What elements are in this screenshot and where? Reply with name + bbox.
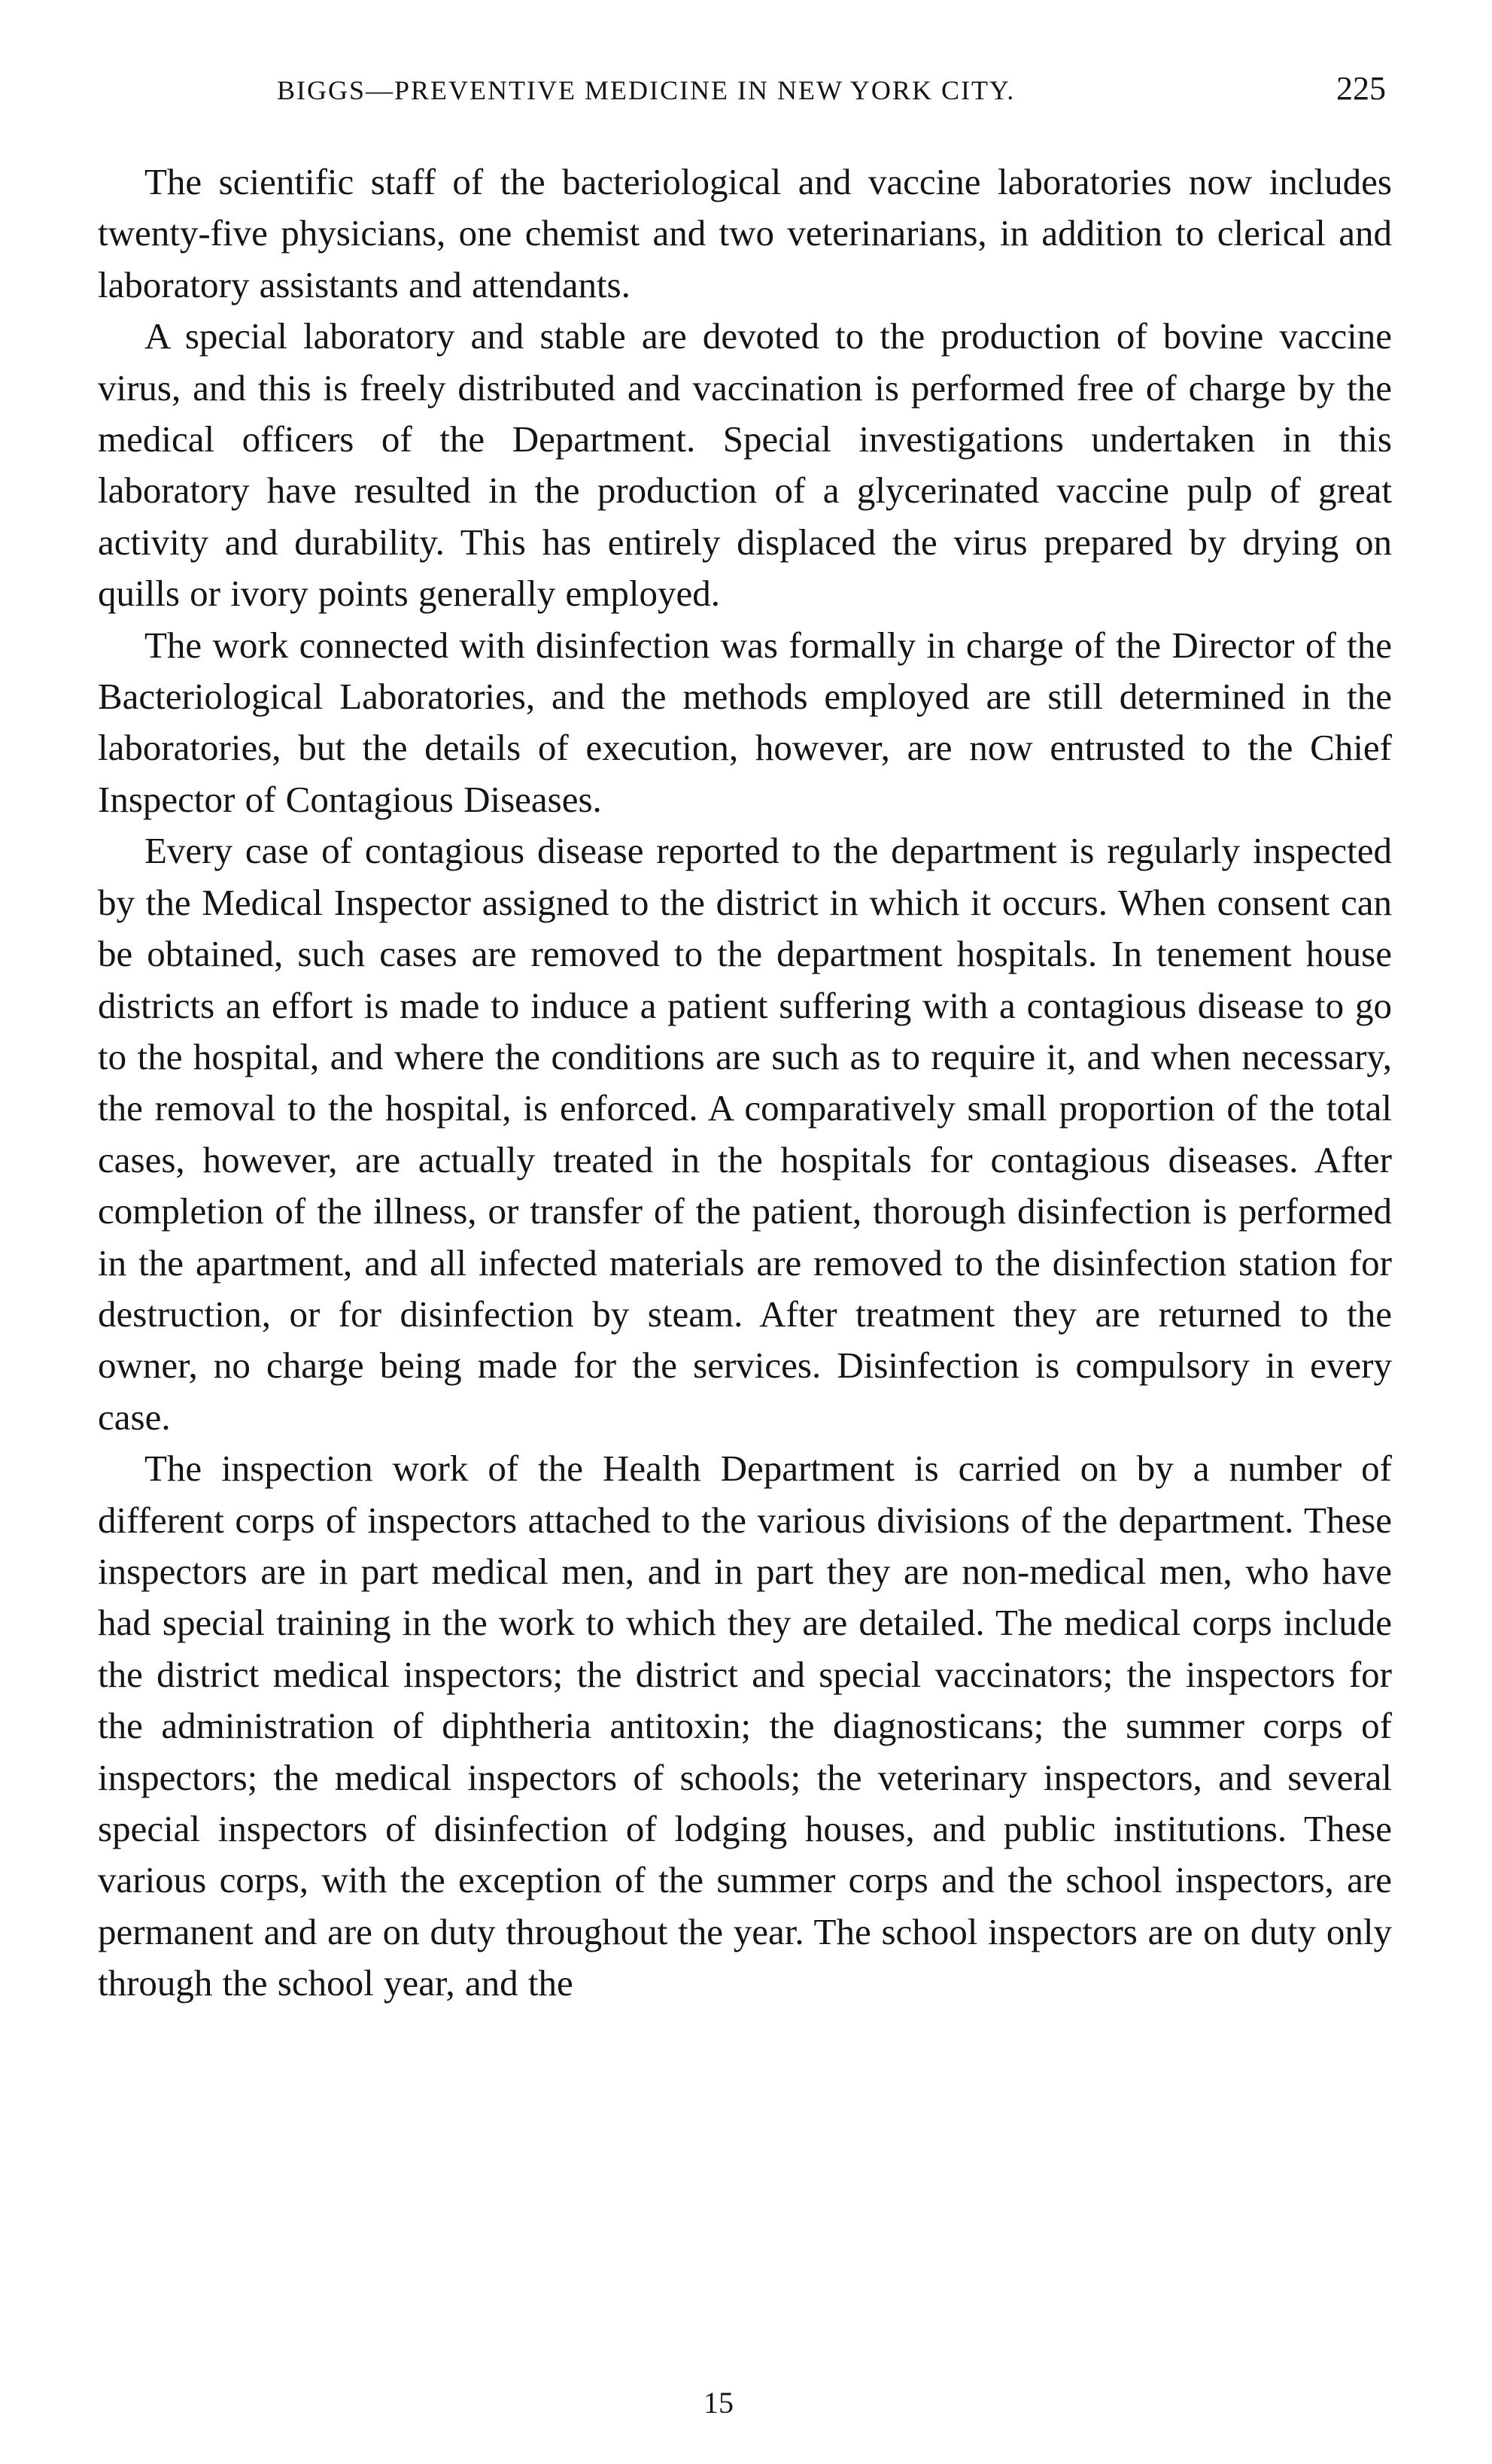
page-number: 225 <box>1336 70 1386 107</box>
running-title: BIGGS—PREVENTIVE MEDICINE IN NEW YORK CITY. <box>277 75 1016 105</box>
running-head <box>98 69 1392 122</box>
body-text <box>98 156 1392 2010</box>
paragraph-staff: The scientific staff of the bacteriological and vaccine laboratories now includes twenty-five physicians, one chemist and two veterinarians, in addition to clerical and laboratory assistants and attendants. <box>98 161 1392 305</box>
book-page <box>98 69 1392 2010</box>
signature-mark: 15 <box>703 2386 734 2420</box>
paragraph-contagious-disease: Every case of contagious disease reported to the department is regularly inspected by the Medical Inspector assigned to the district in which it occurs. When consent can be obtained, such cases are removed to the department hospitals. In tenement house districts an effort is made to induce a patient suffering with a contagious disease to go to the hospital, and where the conditions are such as to require it, and when necessary, the removal to the hospital, is enforced. A comparatively small proportion of the total cases, however, are actually treated in the hospitals for contagious diseases. After completion of the illness, or transfer of the patient, thorough disinfection is performed in the apartment, and all infected materials are removed to the disinfection station for destruction, or for disinfection by steam. After treatment they are returned to the owner, no charge being made for the services. Disinfection is compulsory in every case. <box>98 830 1392 1438</box>
paragraph-disinfection: The work connected with disinfection was formally in charge of the Director of the Bacteriological Laboratories, and the methods employed are still determined in the laboratories, but the details of execution, however, are now entrusted to the Chief Inspector of Contagious Diseases. <box>98 624 1392 820</box>
paragraph-vaccine-laboratory: A special laboratory and stable are devoted to the production of bovine vaccine virus, and this is freely distributed and vaccination is performed free of charge by the medical officers of the Department. Special investigations undertaken in this laboratory have resulted in the production of a glycerinated vaccine pulp of great activity and durability. This has entirely displaced the virus prepared by drying on quills or ivory points generally employed. <box>98 315 1392 615</box>
paragraph-inspection-work: The inspection work of the Health Department is carried on by a number of different corps of inspectors attached to the various divisions of the department. These inspectors are in part medical men, and in part they are non-medical men, who have had special training in the work to which they are detailed. The medical corps include the district medical inspectors; the district and special vaccinators; the inspectors for the administration of diphtheria antitoxin; the diagnosticans; the summer corps of inspectors; the medical inspectors of schools; the veterinary inspectors, and several special inspectors of disinfection of lodging houses, and public institutions. These various corps, with the exception of the summer corps and the school inspectors, are permanent and are on duty throughout the year. The school inspectors are on duty only through the school year, and the <box>98 1448 1392 2004</box>
